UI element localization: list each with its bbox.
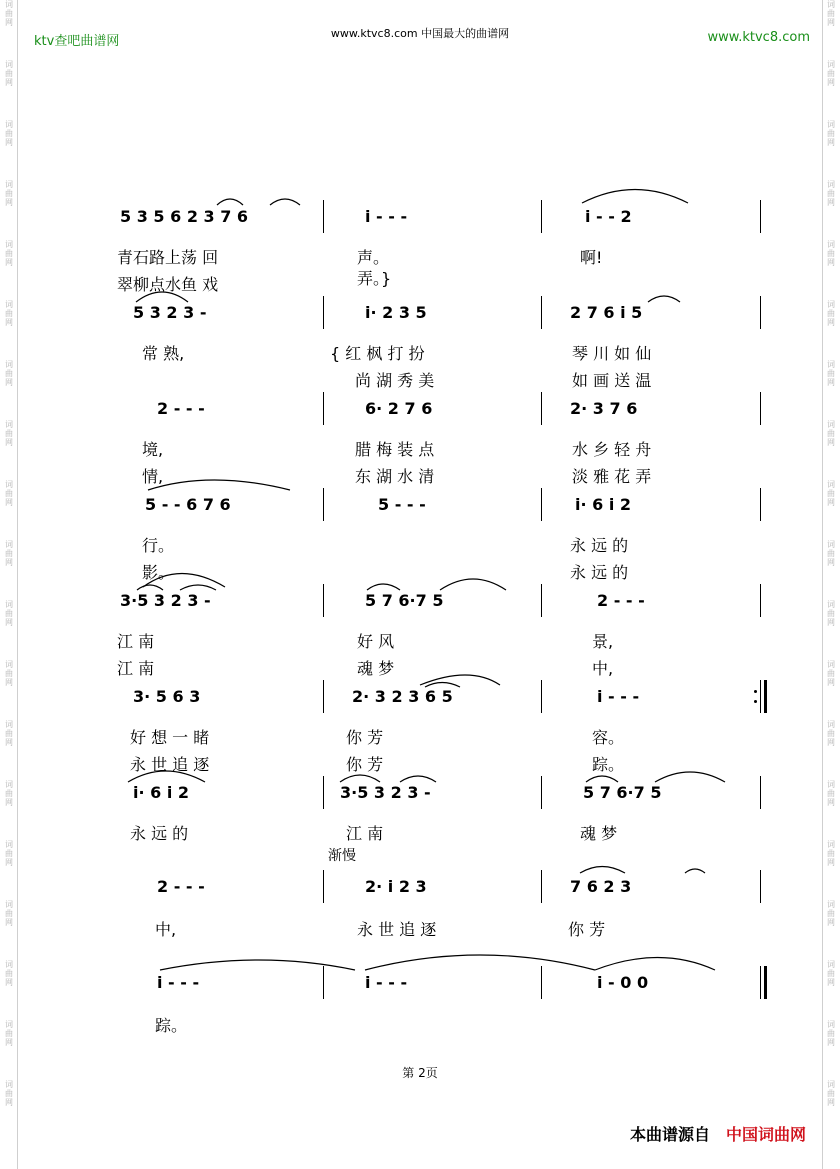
side-watermark-char: 词	[5, 600, 13, 609]
notes-row8-bar3: 7 6 2 3	[570, 877, 632, 896]
tie	[595, 958, 715, 971]
side-watermark-char: 词	[827, 60, 835, 69]
tempo-marking: 渐慢	[328, 848, 356, 864]
side-watermark-char: 词	[827, 0, 835, 9]
tie	[365, 955, 595, 970]
slur	[148, 480, 290, 490]
side-watermark-char: 网	[827, 978, 835, 987]
side-watermark-char: 曲	[5, 1089, 13, 1098]
side-watermark-char: 词	[827, 480, 835, 489]
side-watermark-char: 曲	[827, 1089, 835, 1098]
lyric-row7-a: 永 远 的	[130, 824, 189, 843]
side-watermark-char: 词	[5, 60, 13, 69]
side-watermark-char: 曲	[827, 489, 835, 498]
lyric-row2-v2-c: 如 画 送 温	[572, 371, 652, 390]
side-watermark-char: 网	[5, 918, 13, 927]
right-margin-line	[822, 0, 823, 1169]
bar-line	[760, 776, 761, 809]
side-watermark-char: 词	[827, 360, 835, 369]
side-watermark-char: 网	[827, 858, 835, 867]
notes-row6-bar2: 2· 3 2 3 6 5	[352, 687, 453, 706]
lyric-row3-v2-c: 淡 雅 花 弄	[572, 467, 652, 486]
lyric-row3-v1-b: 腊 梅 装 点	[355, 440, 435, 459]
side-watermark-char: 网	[827, 918, 835, 927]
slur	[420, 675, 500, 685]
slur	[648, 296, 680, 302]
side-watermark-char: 词	[827, 420, 835, 429]
side-watermark-char: 网	[5, 18, 13, 27]
side-watermark-char: 网	[827, 558, 835, 567]
side-watermark-char: 词	[5, 720, 13, 729]
notes-row5-bar3: 2 - - -	[597, 591, 645, 610]
repeat-bar-thin	[760, 680, 761, 713]
header-center-title: www.ktvc8.com 中国最大的曲谱网	[330, 27, 510, 40]
side-watermark-char: 网	[827, 798, 835, 807]
side-watermark-char: 词	[5, 900, 13, 909]
notes-row4-bar2: 5 - - -	[378, 495, 426, 514]
lyric-row2-v1-c: 琴 川 如 仙	[572, 344, 652, 363]
bar-line	[323, 870, 324, 903]
side-watermark-char: 词	[5, 1020, 13, 1029]
side-watermark-char: 词	[827, 900, 835, 909]
lyric-row3-v1-a: 境,	[142, 440, 164, 459]
side-watermark-char: 曲	[827, 969, 835, 978]
side-watermark-char: 网	[5, 1098, 13, 1107]
side-watermark-char: 网	[827, 78, 835, 87]
bar-line	[760, 392, 761, 425]
final-bar-thin	[760, 966, 761, 999]
side-watermark-char: 网	[5, 198, 13, 207]
slur	[137, 585, 163, 590]
side-watermark-char: 网	[5, 558, 13, 567]
side-watermark-char: 曲	[5, 909, 13, 918]
lyric-row5-v1-c: 景,	[592, 632, 614, 651]
final-bar-thick	[764, 966, 767, 999]
side-watermark-char: 曲	[5, 789, 13, 798]
lyric-row2-v2-b: 尚 湖 秀 美	[355, 371, 435, 390]
notes-row3-bar3: 2· 3 7 6	[570, 399, 638, 418]
lyric-row5-v1-a: 江 南	[117, 632, 155, 651]
slur	[685, 869, 705, 873]
side-watermark-char: 曲	[5, 549, 13, 558]
source-label: 本曲谱源自	[629, 1125, 710, 1144]
header-right-url[interactable]: www.ktvc8.com	[707, 30, 810, 45]
side-watermark-char: 词	[827, 780, 835, 789]
lyric-row6-v2-c: 踪。	[592, 755, 625, 774]
side-watermark-char: 曲	[827, 249, 835, 258]
bar-line	[541, 584, 542, 617]
side-watermark-char: 网	[5, 738, 13, 747]
side-watermark-char: 网	[827, 1038, 835, 1047]
side-watermark-char: 网	[5, 138, 13, 147]
lyric-row2-v1-a: 常 熟,	[142, 344, 185, 363]
bar-line	[323, 296, 324, 329]
side-watermark-char: 网	[827, 498, 835, 507]
notes-row5-bar1: 3·5 3 2 3 -	[120, 591, 211, 610]
lyric-row1-v2-a: 翠柳点水鱼 戏	[117, 275, 219, 294]
side-watermark-char: 网	[5, 978, 13, 987]
lyric-row9-a: 踪。	[155, 1016, 188, 1035]
lyric-row6-v1-c: 容。	[592, 728, 625, 747]
slur	[586, 776, 618, 782]
notes-row3-bar1: 2 - - -	[157, 399, 205, 418]
side-watermark-char: 词	[827, 120, 835, 129]
side-watermark-char: 网	[5, 618, 13, 627]
slur	[582, 190, 688, 204]
side-watermark-char: 网	[827, 738, 835, 747]
lyric-row3-v2-a: 情,	[142, 467, 164, 486]
source-site-link[interactable]: 中国词曲网	[725, 1125, 806, 1144]
side-watermark-char: 词	[5, 780, 13, 789]
side-watermark-char: 词	[827, 960, 835, 969]
lyric-row3-v2-b: 东 湖 水 清	[355, 467, 435, 486]
bar-line	[541, 392, 542, 425]
repeat-dot	[754, 690, 757, 693]
side-watermark-char: 曲	[827, 189, 835, 198]
notes-row1-bar2: i - - -	[365, 207, 408, 226]
side-watermark-char: 网	[5, 678, 13, 687]
side-watermark-char: 词	[5, 960, 13, 969]
notes-row4-bar1: 5 - - 6 7 6	[145, 495, 231, 514]
side-watermark-char: 曲	[5, 1029, 13, 1038]
side-watermark-char: 词	[5, 420, 13, 429]
bar-line	[541, 296, 542, 329]
side-watermark-char: 网	[5, 438, 13, 447]
side-watermark-char: 曲	[827, 429, 835, 438]
notes-row9-bar2: i - - -	[365, 973, 408, 992]
lyric-row8-c: 你 芳	[568, 920, 606, 939]
side-watermark-char: 曲	[5, 849, 13, 858]
notes-row4-bar3: i· 6 i 2	[575, 495, 632, 514]
side-watermark-char: 网	[5, 858, 13, 867]
side-watermark-char: 网	[5, 378, 13, 387]
side-watermark-char: 曲	[5, 609, 13, 618]
side-watermark-char: 曲	[827, 609, 835, 618]
notes-row7-bar3: 5 7 6·7 5	[583, 783, 662, 802]
side-watermark-char: 词	[5, 480, 13, 489]
side-watermark-char: 词	[827, 660, 835, 669]
repeat-bar-thick	[764, 680, 767, 713]
notes-row7-bar2: 3·5 3 2 3 -	[340, 783, 431, 802]
slur	[440, 579, 506, 590]
lyric-row4-v2-a: 影。	[142, 563, 175, 582]
lyric-row7-b: 江 南	[346, 824, 384, 843]
lyric-row5-v2-a: 江 南	[117, 659, 155, 678]
lyric-row1-v2-b: 弄。}	[357, 269, 392, 288]
side-watermark-char: 词	[827, 1080, 835, 1089]
side-watermark-char: 词	[5, 1080, 13, 1089]
side-watermark-char: 网	[827, 618, 835, 627]
side-watermark-char: 曲	[5, 69, 13, 78]
side-watermark-char: 曲	[827, 729, 835, 738]
slur	[580, 867, 625, 874]
side-watermark-char: 词	[5, 300, 13, 309]
notes-row8-bar1: 2 - - -	[157, 877, 205, 896]
bar-line	[541, 200, 542, 233]
lyric-row1-v1-c: 啊!	[580, 248, 603, 267]
side-watermark-char: 词	[827, 720, 835, 729]
side-watermark-char: 曲	[827, 1029, 835, 1038]
side-watermark-char: 词	[5, 240, 13, 249]
side-watermark-char: 网	[827, 678, 835, 687]
side-watermark-char: 曲	[5, 729, 13, 738]
lyric-row6-v2-b: 你 芳	[346, 755, 384, 774]
notes-row2-bar1: 5 3 2 3 -	[133, 303, 207, 322]
slur	[655, 772, 725, 782]
bar-line	[541, 776, 542, 809]
slur	[217, 199, 243, 205]
side-watermark-char: 曲	[5, 669, 13, 678]
side-watermark-char: 曲	[827, 909, 835, 918]
tie	[160, 960, 355, 970]
bar-line	[323, 966, 324, 999]
lyric-row7-c: 魂 梦	[580, 824, 618, 843]
lyric-row6-v2-a: 永 世 追 逐	[130, 755, 210, 774]
side-watermark-char: 曲	[827, 369, 835, 378]
notes-row6-bar1: 3· 5 6 3	[133, 687, 201, 706]
side-watermark-char: 词	[5, 660, 13, 669]
side-watermark-char: 词	[827, 600, 835, 609]
left-watermark-strip	[2, 0, 16, 1169]
side-watermark-char: 曲	[5, 129, 13, 138]
page-number: 第 2页	[402, 1066, 438, 1080]
side-watermark-char: 词	[827, 1020, 835, 1029]
slur	[367, 584, 400, 590]
side-watermark-char: 网	[5, 78, 13, 87]
bar-line	[323, 680, 324, 713]
lyric-row5-v2-c: 中,	[592, 659, 614, 678]
lyric-row8-b: 永 世 追 逐	[357, 920, 437, 939]
side-watermark-char: 曲	[827, 549, 835, 558]
side-watermark-char: 曲	[5, 9, 13, 18]
lyric-row6-v1-b: 你 芳	[346, 728, 384, 747]
lyric-row5-v2-b: 魂 梦	[357, 659, 395, 678]
lyric-row3-v1-c: 水 乡 轻 舟	[572, 440, 652, 459]
left-margin-line	[17, 0, 18, 1169]
notes-row2-bar3: 2 7 6 i 5	[570, 303, 643, 322]
side-watermark-char: 网	[827, 138, 835, 147]
notes-row9-bar1: i - - -	[157, 973, 200, 992]
side-watermark-char: 网	[827, 318, 835, 327]
bar-line	[760, 870, 761, 903]
lyric-row4-v1-c: 永 远 的	[570, 536, 629, 555]
side-watermark-char: 网	[5, 1038, 13, 1047]
notes-row1-bar1: 5 3 5 6 2 3 7 6	[120, 207, 249, 226]
side-watermark-char: 网	[5, 798, 13, 807]
side-watermark-char: 曲	[827, 9, 835, 18]
side-watermark-char: 网	[827, 378, 835, 387]
side-watermark-char: 曲	[827, 849, 835, 858]
bar-line	[323, 584, 324, 617]
side-watermark-char: 曲	[827, 669, 835, 678]
side-watermark-char: 词	[827, 180, 835, 189]
side-watermark-char: 曲	[5, 309, 13, 318]
lyric-row1-v1-a: 青石路上荡 回	[117, 248, 219, 267]
slur	[180, 585, 216, 590]
slur	[270, 199, 300, 205]
side-watermark-char: 曲	[5, 189, 13, 198]
lyric-row6-v1-a: 好 想 一 睹	[130, 728, 210, 747]
side-watermark-char: 词	[5, 120, 13, 129]
side-watermark-char: 词	[827, 240, 835, 249]
side-watermark-char: 词	[5, 0, 13, 9]
slur	[400, 776, 436, 782]
side-watermark-char: 网	[827, 1098, 835, 1107]
slur	[340, 775, 380, 782]
side-watermark-char: 曲	[827, 789, 835, 798]
bar-line	[323, 200, 324, 233]
notes-row8-bar2: 2· i 2 3	[365, 877, 427, 896]
lyric-row2-v1-b: { 红 枫 打 扮	[330, 344, 425, 363]
side-watermark-char: 词	[827, 540, 835, 549]
bar-line	[760, 200, 761, 233]
side-watermark-char: 词	[827, 300, 835, 309]
side-watermark-char: 曲	[5, 969, 13, 978]
notes-row2-bar2: i· 2 3 5	[365, 303, 427, 322]
side-watermark-char: 网	[5, 498, 13, 507]
side-watermark-char: 网	[827, 18, 835, 27]
notes-row1-bar3: i - - 2	[585, 207, 632, 226]
bar-line	[323, 392, 324, 425]
side-watermark-char: 词	[5, 360, 13, 369]
bar-line	[541, 966, 542, 999]
side-watermark-char: 词	[5, 840, 13, 849]
notes-row9-bar3: i - 0 0	[597, 973, 649, 992]
repeat-dot	[754, 700, 757, 703]
side-watermark-char: 曲	[5, 369, 13, 378]
bar-line	[323, 776, 324, 809]
side-watermark-char: 网	[5, 258, 13, 267]
side-watermark-char: 词	[5, 180, 13, 189]
bar-line	[541, 488, 542, 521]
side-watermark-char: 曲	[827, 129, 835, 138]
side-watermark-char: 曲	[5, 489, 13, 498]
side-watermark-char: 曲	[827, 309, 835, 318]
lyric-row1-v1-b: 声。	[357, 248, 390, 267]
notes-row5-bar2: 5 7 6·7 5	[365, 591, 444, 610]
bar-line	[541, 680, 542, 713]
lyric-row4-v1-a: 行。	[142, 536, 175, 555]
lyric-row8-a: 中,	[155, 920, 177, 939]
side-watermark-char: 曲	[5, 429, 13, 438]
side-watermark-char: 网	[827, 438, 835, 447]
bar-line	[760, 296, 761, 329]
side-watermark-char: 曲	[5, 249, 13, 258]
side-watermark-char: 词	[5, 540, 13, 549]
side-watermark-char: 网	[5, 318, 13, 327]
notes-row6-bar3: i - - -	[597, 687, 640, 706]
side-watermark-char: 曲	[827, 69, 835, 78]
right-watermark-strip	[824, 0, 838, 1169]
notes-row3-bar2: 6· 2 7 6	[365, 399, 433, 418]
lyric-row5-v1-b: 好 风	[357, 632, 395, 651]
bar-line	[760, 584, 761, 617]
bar-line	[760, 488, 761, 521]
bar-line	[323, 488, 324, 521]
bar-line	[541, 870, 542, 903]
side-watermark-char: 词	[827, 840, 835, 849]
side-watermark-char: 网	[827, 258, 835, 267]
notes-row7-bar1: i· 6 i 2	[133, 783, 190, 802]
header-left-site: ktv查吧曲谱网	[34, 34, 120, 49]
side-watermark-char: 网	[827, 198, 835, 207]
lyric-row4-v2-c: 永 远 的	[570, 563, 629, 582]
